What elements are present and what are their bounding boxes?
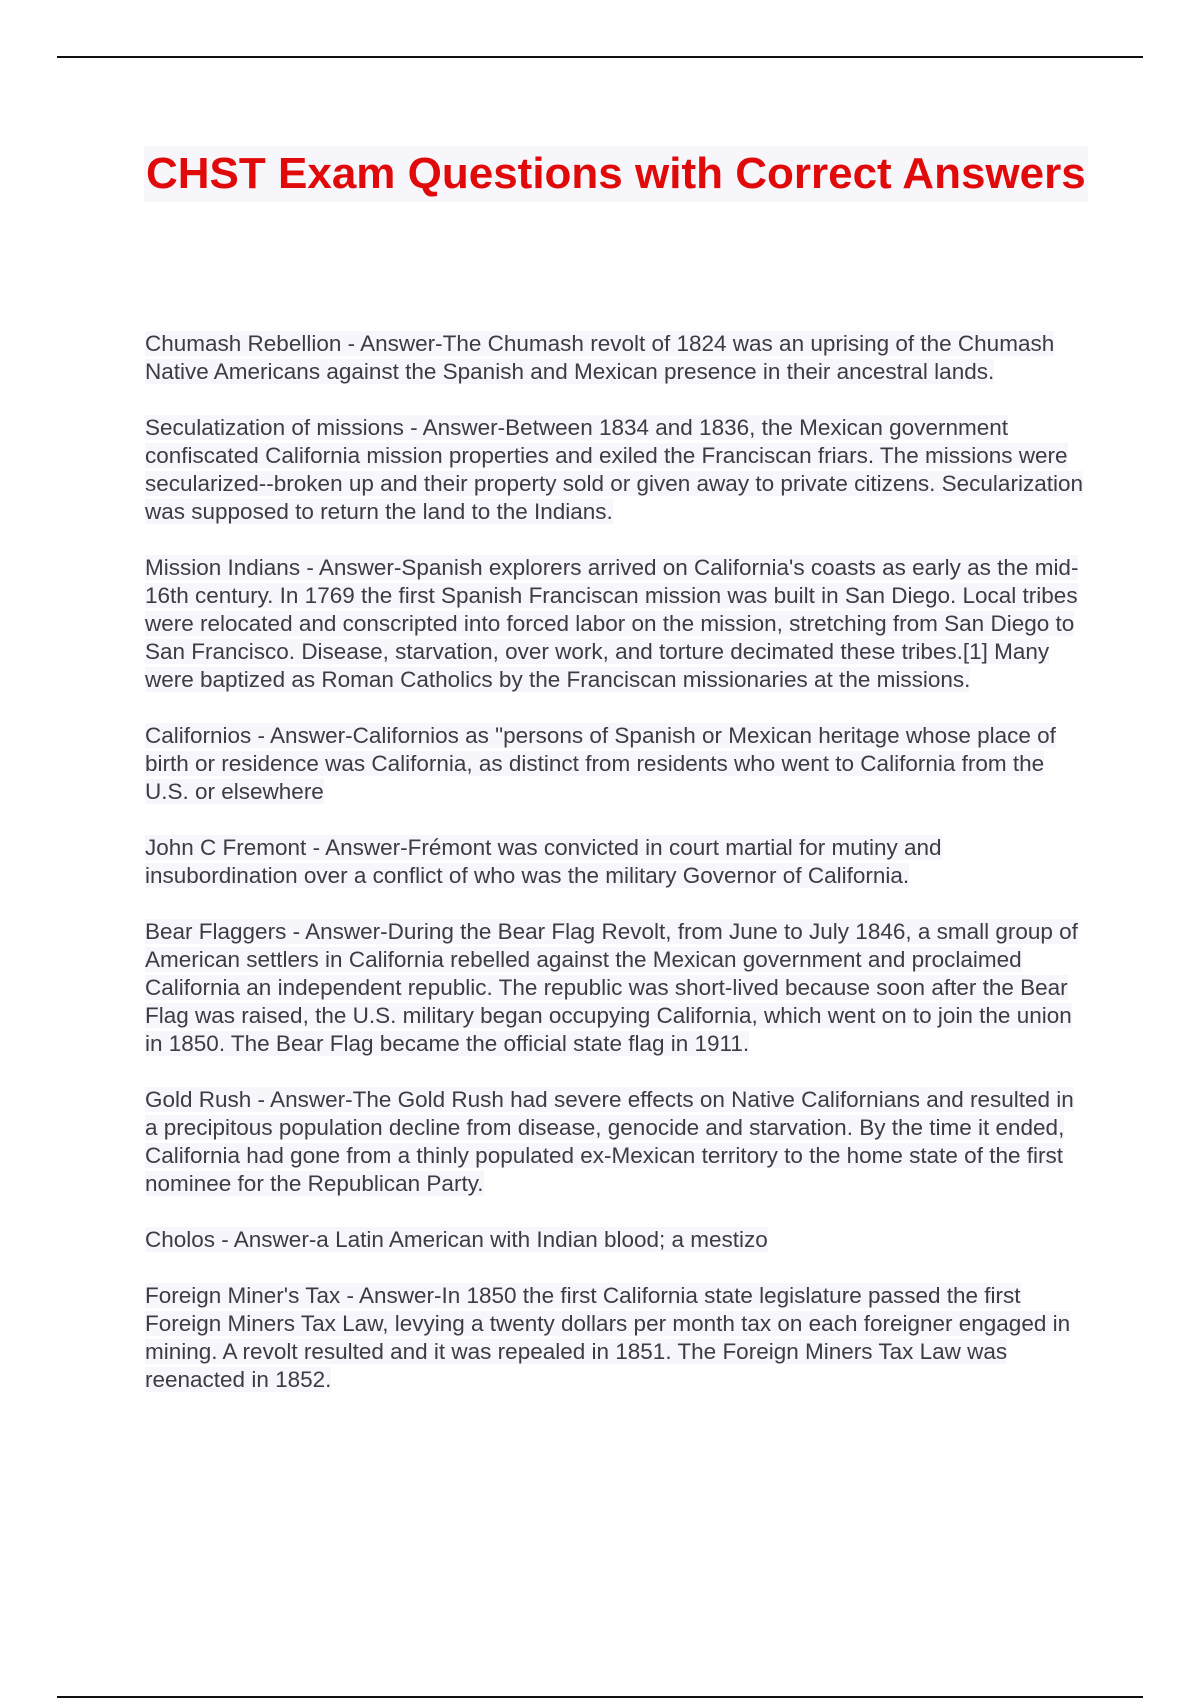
qa-item-californios [145,722,1090,806]
qa-item-text: Cholos - Answer-a Latin American with Indian blood; a mestizo [145,1227,768,1252]
qa-item-text: Chumash Rebellion - Answer-The Chumash revolt of 1824 was an uprising of the Chumash Native Americans against the Spanish and Mexican presence in their ancestral lands. [145,331,1055,384]
qa-item-text: Foreign Miner's Tax - Answer-In 1850 the first California state legislature passed the first Foreign Miners Tax Law, levying a twenty dollars per month tax on each foreigner engaged in mining. A revolt resulted and it was repealed in 1851. The Foreign Miners Tax Law was reenacted in 1852. [145,1283,1071,1392]
qa-item-mission-indians [145,554,1090,694]
bottom-rule [57,1696,1143,1698]
document-title: CHST Exam Questions with Correct Answers [146,149,1086,198]
qa-item-bear-flaggers [145,918,1090,1058]
qa-list [145,330,1090,1422]
qa-item-gold-rush [145,1086,1090,1198]
qa-item-cholos [145,1226,1090,1254]
qa-item-chumash-rebellion [145,330,1090,386]
qa-item-text: Mission Indians - Answer-Spanish explorers arrived on California's coasts as early as the mid-16th century. In 1769 the first Spanish Franciscan mission was built in San Diego. Local tribes were relocated and conscripted into forced labor on the mission, stretching from San Diego to San Francisco. Disease, starvation, over work, and torture decimated these tribes.[1] Many were baptized as Roman Catholics by the Franciscan missionaries at the missions. [145,555,1079,692]
qa-item-text: John C Fremont - Answer-Frémont was convicted in court martial for mutiny and insubordination over a conflict of who was the military Governor of California. [145,835,942,888]
top-rule [57,56,1143,58]
title-block [144,146,1088,202]
qa-item-text: Seculatization of missions - Answer-Between 1834 and 1836, the Mexican government confiscated California mission properties and exiled the Franciscan friars. The missions were secularized--broken up and their property sold or given away to private citizens. Secularization was supposed to return the land to the Indians. [145,415,1083,524]
qa-item-secularization-of-missions [145,414,1090,526]
qa-item-john-c-fremont [145,834,1090,890]
qa-item-text: Gold Rush - Answer-The Gold Rush had severe effects on Native Californians and resulted in a precipitous population decline from disease, genocide and starvation. By the time it ended, California had gone from a thinly populated ex-Mexican territory to the home state of the first nominee for the Republican Party. [145,1087,1074,1196]
qa-item-foreign-miners-tax [145,1282,1090,1394]
qa-item-text: Bear Flaggers - Answer-During the Bear Flag Revolt, from June to July 1846, a small group of American settlers in California rebelled against the Mexican government and proclaimed California an independent republic. The republic was short-lived because soon after the Bear Flag was raised, the U.S. military began occupying California, which went on to join the union in 1850. The Bear Flag became the official state flag in 1911. [145,919,1078,1056]
qa-item-text: Californios - Answer-Californios as "persons of Spanish or Mexican heritage whose place of birth or residence was California, as distinct from residents who went to California from the U.S. or elsewhere [145,723,1056,804]
